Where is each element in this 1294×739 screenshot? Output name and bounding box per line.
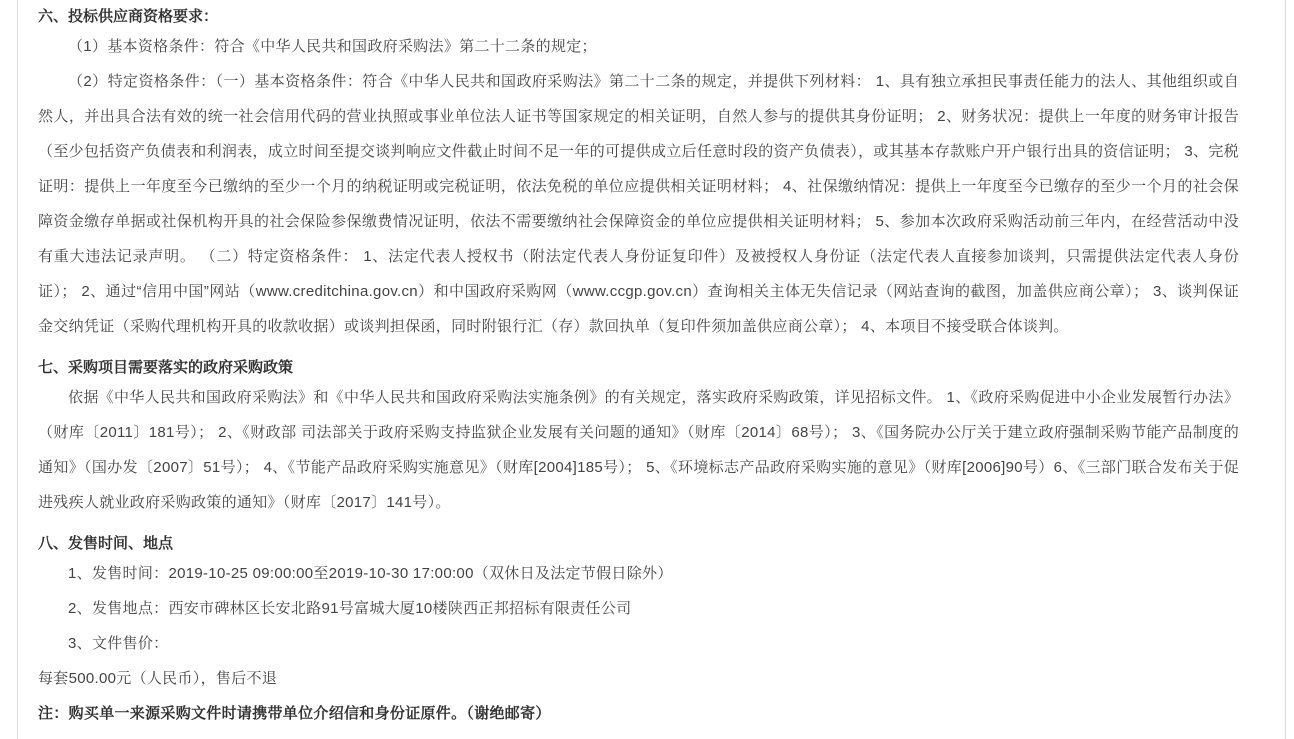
section-heading-supplier-qualification: 六、投标供应商资格要求： [38, 8, 219, 25]
paragraph-specific-qualification: （2）特定资格条件：（一）基本资格条件：符合《中华人民共和国政府采购法》第二十二条的规定，并提供下列材料： 1、具有独立承担民事责任能力的法人、其他组织或自然人，并出具合法有效的统一社会信用代码的营业执照或事业单位法人证书等国家规定的相关证明，自然人参与的提供其身份证明； 2、财务状况：提供上一年度的财务审计报告（至少包括资产负债表和利润表，成立时间至提交谈判响应文件截止时间不足一年的可提供成立后任意时段的资产负债表），或其基本存款账户开户银行出具的资信证明； 3、完税证明：提供上一年度至今已缴纳的至少一个月的纳税证明或完税证明，依法免税的单位应提供相关证明材料； 4、社保缴纳情况：提供上一年度至今已缴存的至少一个月的社会保障资金缴存单据或社保机构开具的社会保险参保缴费情况证明，依法不需要缴纳社会保障资金的单位应提供相关证明材料； 5、参加本次政府采购活动前三年内，在经营活动中没有重大违法记录声明。 （二）特定资格条件： 1、法定代表人授权书（附法定代表人身份证复印件）及被授权人身份证（法定代表人直接参加谈判，只需提供法定代表人身份证）； 2、通过“信用中国”网站（www.creditchina.gov.cn）和中国政府采购网（www.ccgp.gov.cn）查询相关主体无失信记录（网站查询的截图，加盖供应商公章）； 3、谈判保证金交纳凭证（采购代理机构开具的收款收据）或谈判担保函，同时附银行汇（存）款回执单（复印件须加盖供应商公章）； 4、本项目不接受联合体谈判。 [38, 73, 1239, 335]
section-sale-time-location [38, 532, 1239, 731]
paragraph-policy-list: 依据《中华人民共和国政府采购法》和《中华人民共和国政府采购法实施条例》的有关规定，落实政府采购政策，详见招标文件。 1、《政府采购促进中小企业发展暂行办法》（财库〔2011〕181号）； 2、《财政部 司法部关于政府采购支持监狱企业发展有关问题的通知》（财库〔2014〕68号）； 3、《国务院办公厅关于建立政府强制采购节能产品制度的通知》（国办发〔2007〕51号）； 4、《节能产品政府采购实施意见》（财库[2004]185号）； 5、《环境标志产品政府采购实施的意见》（财库[2006]90号）6、《三部门联合发布关于促进残疾人就业政府采购政策的通知》（财库〔2017〕141号）。 [38, 389, 1239, 511]
paragraph-document-price-label: 3、文件售价： [68, 635, 169, 652]
paragraph-sale-location: 2、发售地点：西安市碑林区长安北路91号富城大厦10楼陕西正邦招标有限责任公司 [68, 600, 632, 617]
paragraph-purchase-note: 注：购买单一来源采购文件时请携带单位介绍信和身份证原件。（谢绝邮寄） [38, 705, 551, 722]
section-supplier-qualification-requirements [38, 5, 1239, 344]
document-page [17, 0, 1286, 739]
paragraph-sale-time: 1、发售时间：2019-10-25 09:00:00至2019-10-30 17:00:00（双休日及法定节假日除外） [68, 565, 673, 582]
paragraph-document-price-value: 每套500.00元（人民币），售后不退 [38, 670, 278, 687]
section-heading-sale-time-location: 八、发售时间、地点 [38, 535, 174, 552]
section-heading-procurement-policies: 七、采购项目需要落实的政府采购政策 [38, 359, 294, 376]
paragraph-basic-qualification: （1）基本资格条件：符合《中华人民共和国政府采购法》第二十二条的规定； [68, 38, 597, 55]
section-procurement-policies [38, 356, 1239, 520]
